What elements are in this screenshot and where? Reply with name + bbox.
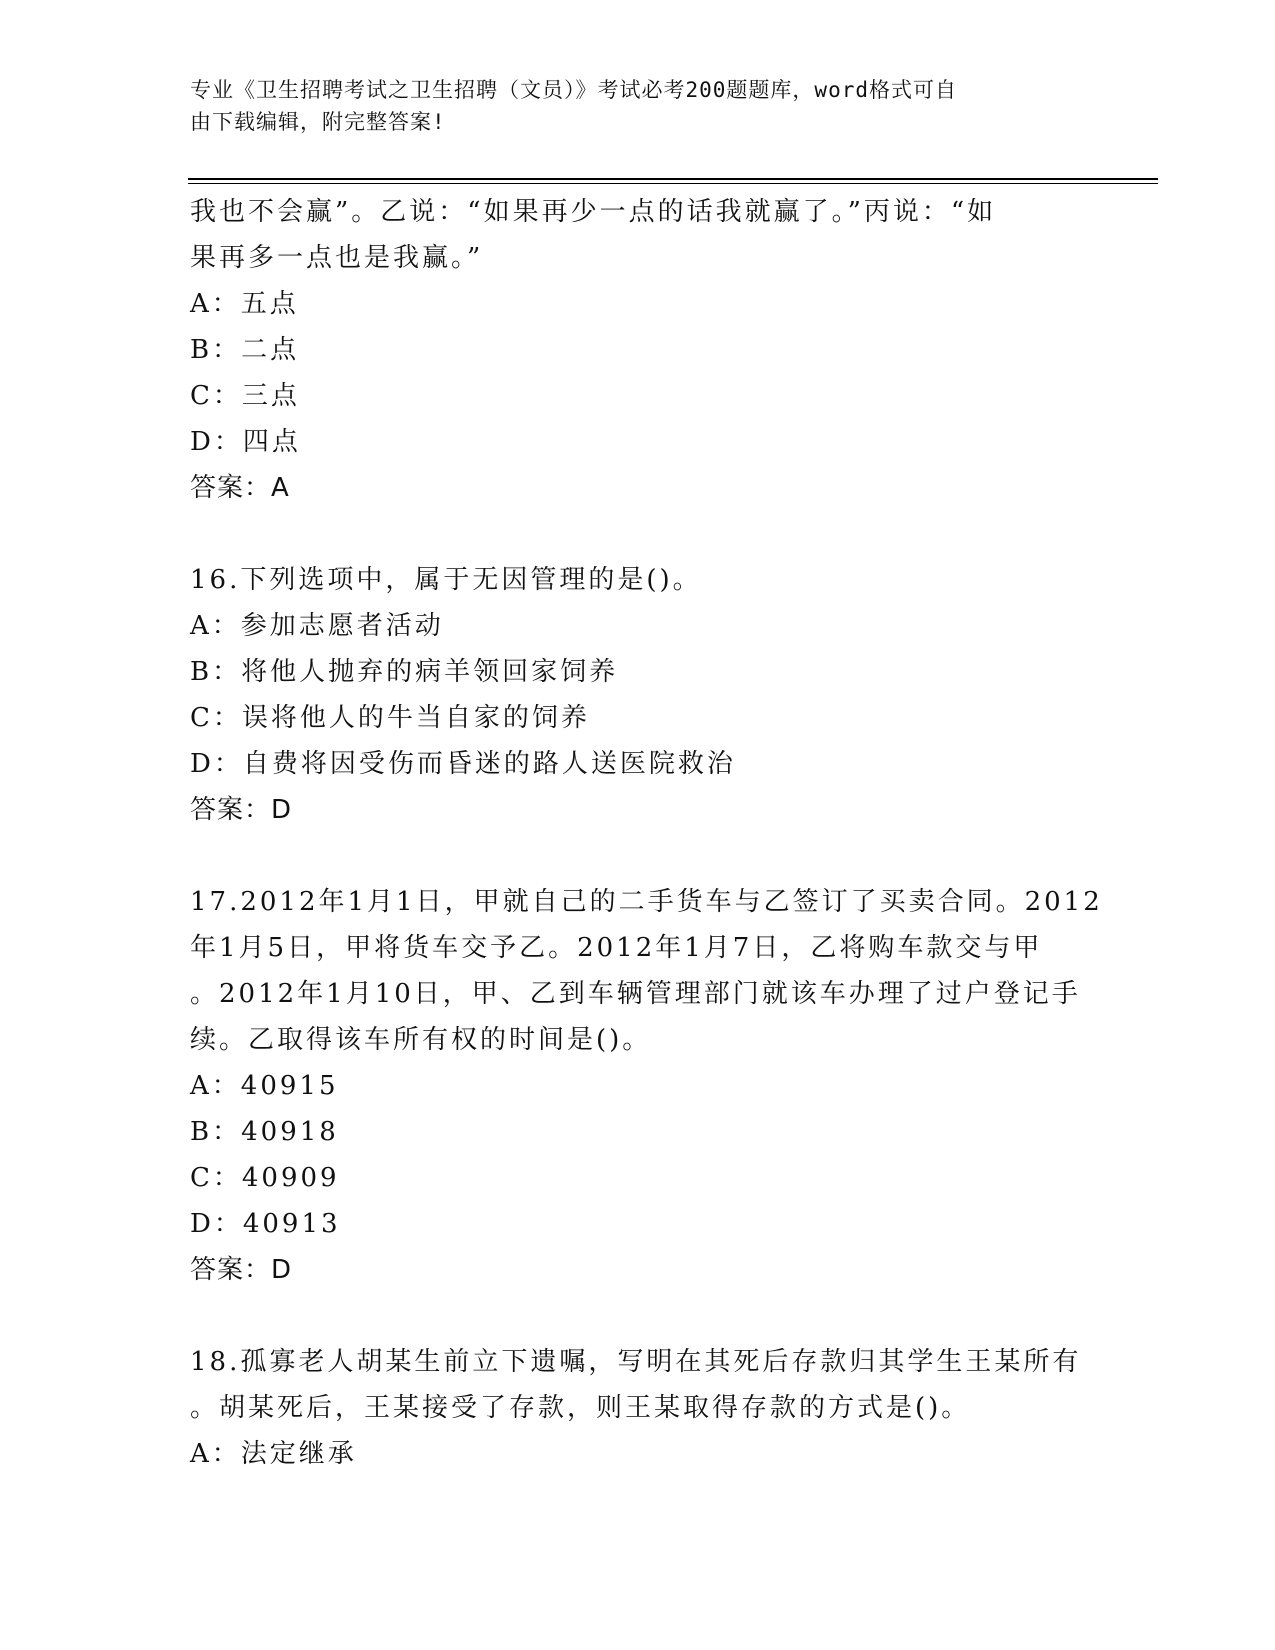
question-text-line: 17.2012年1月1日，甲就自己的二手货车与乙签订了买卖合同。2012 [190, 887, 1103, 917]
option-c: C：误将他人的牛当自家的饲养 [190, 703, 590, 733]
answer-line: 答案：D [190, 795, 293, 825]
option-a: A：五点 [190, 289, 299, 319]
option-a: A：参加志愿者活动 [190, 611, 444, 641]
option-c: C：三点 [190, 381, 300, 411]
option-a: A：法定继承 [190, 1439, 357, 1469]
header-divider-thick [188, 178, 1158, 180]
question-text-line: 我也不会赢”。乙说：“如果再少一点的话我就赢了。”丙说：“如 [190, 197, 997, 227]
document-header [190, 74, 1090, 138]
option-d: D：四点 [190, 427, 301, 457]
spacer [190, 1293, 1090, 1339]
question-text-line: 。胡某死后，王某接受了存款，则王某取得存款的方式是()。 [190, 1393, 971, 1423]
answer-line: 答案：A [190, 473, 290, 503]
option-d: D：自费将因受伤而昏迷的路人送医院救治 [190, 749, 736, 779]
header-line-1: 专业《卫生招聘考试之卫生招聘（文员）》考试必考200题题库，word格式可自 [190, 78, 957, 102]
option-c: C：40909 [190, 1163, 340, 1193]
option-b: B：将他人抛弃的病羊领回家饲养 [190, 657, 619, 687]
option-b: B：二点 [190, 335, 300, 365]
option-a: A：40915 [190, 1071, 339, 1101]
header-line-2: 由下载编辑，附完整答案! [190, 110, 446, 134]
header-divider-thin [188, 183, 1158, 184]
question-text-line: 年1月5日，甲将货车交予乙。2012年1月7日，乙将购车款交与甲 [190, 933, 1043, 963]
answer-line: 答案：D [190, 1255, 293, 1285]
question-text-line: 果再多一点也是我赢。” [190, 243, 484, 273]
question-content [190, 189, 1103, 1477]
question-text-line: 。2012年1月10日，甲、乙到车辆管理部门就该车办理了过户登记手 [190, 979, 1081, 1009]
spacer [190, 833, 1090, 879]
spacer [190, 511, 1090, 557]
question-text-line: 续。乙取得该车所有权的时间是()。 [190, 1025, 652, 1055]
option-b: B：40918 [190, 1117, 339, 1147]
question-text-line: 18.孤寡老人胡某生前立下遗嘱，写明在其死后存款归其学生王某所有 [190, 1347, 1082, 1377]
option-d: D：40913 [190, 1209, 341, 1239]
question-text-line: 16.下列选项中，属于无因管理的是()。 [190, 565, 702, 595]
